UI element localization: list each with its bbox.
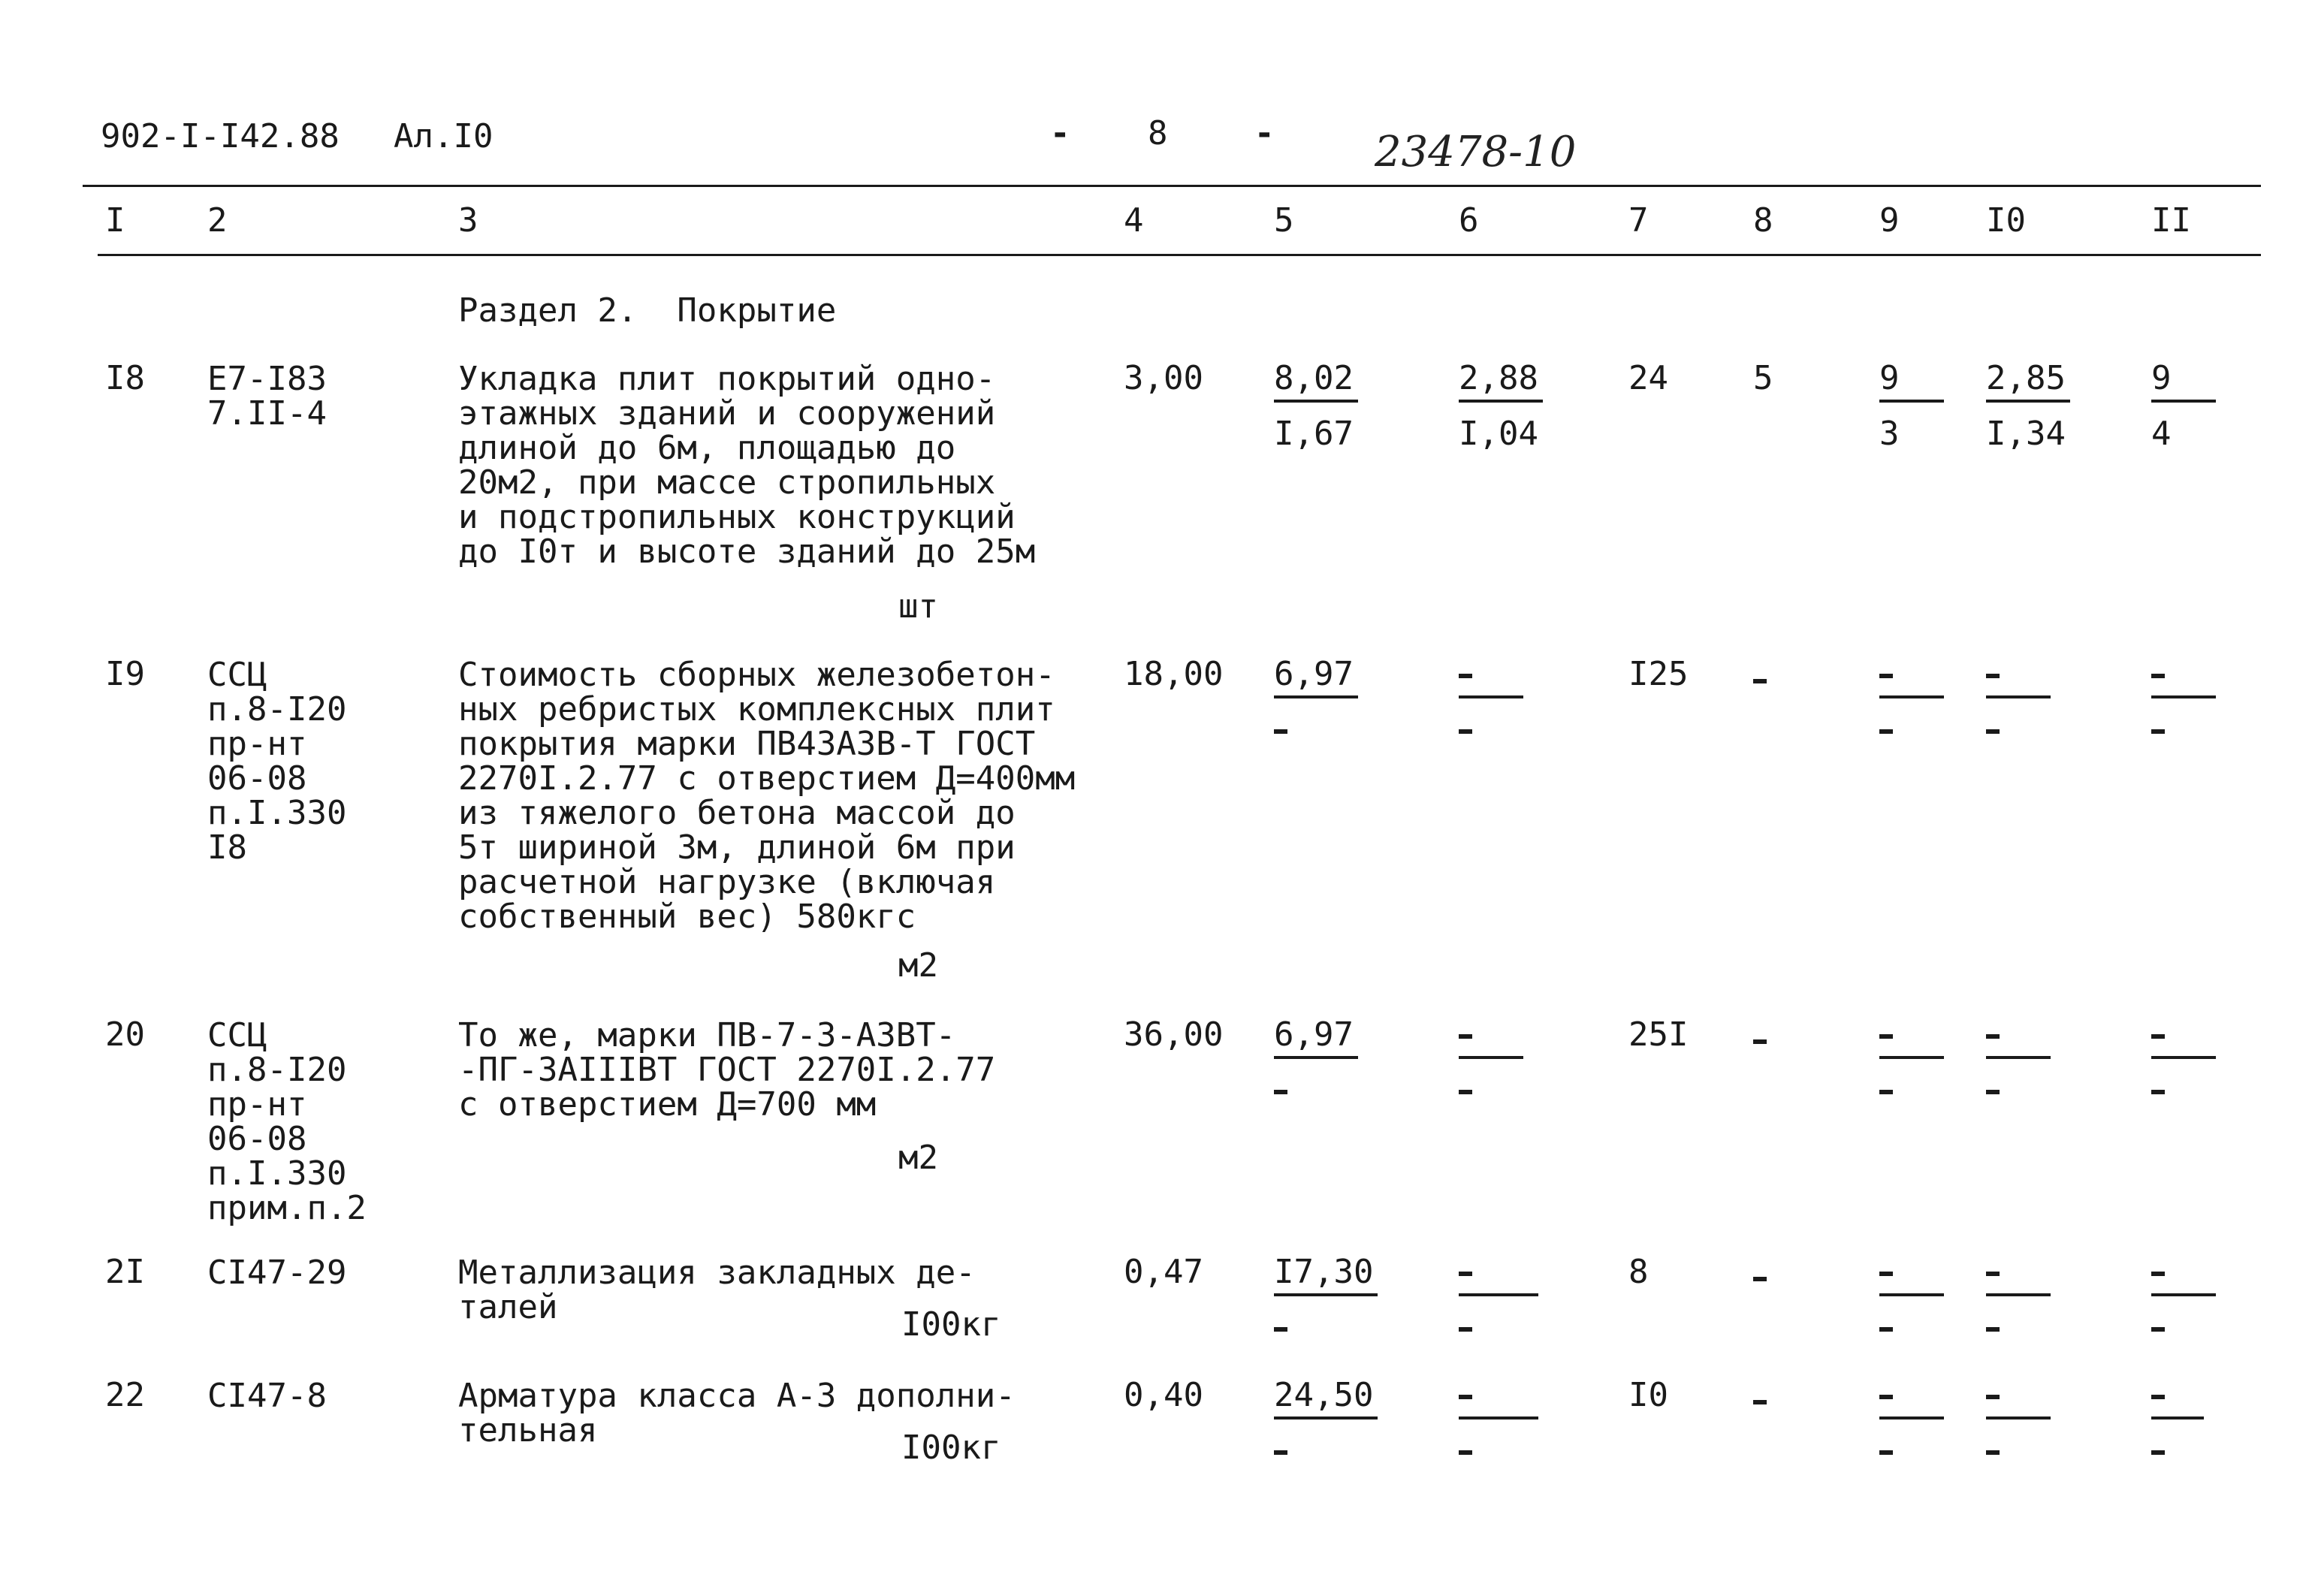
row-col7: 24 xyxy=(1628,359,1668,397)
col10-bottom: I,34 xyxy=(1986,415,2066,453)
row-col10 xyxy=(1986,1256,2051,1344)
page-number-dash-left: - xyxy=(1050,114,1070,152)
row-col6 xyxy=(1459,359,1543,453)
row-col11 xyxy=(2151,1018,2216,1107)
page-number-dash-right: - xyxy=(1254,114,1275,152)
col10-top-dash xyxy=(1986,1018,2051,1059)
page-number: 8 xyxy=(1148,114,1168,152)
col5-top: 6,97 xyxy=(1274,1018,1358,1059)
row-number: 2I xyxy=(105,1253,145,1291)
col10-top: 2,85 xyxy=(1986,362,2070,403)
row-col11 xyxy=(2151,1379,2204,1468)
column-header: 5 xyxy=(1274,201,1294,240)
col5-top: 24,50 xyxy=(1274,1379,1378,1420)
row-description: Арматура класса А-3 дополни- тельная xyxy=(458,1377,1016,1450)
column-header: I xyxy=(105,201,125,240)
col10-top-dash xyxy=(1986,1379,2051,1420)
col5-top: I7,30 xyxy=(1274,1256,1378,1296)
header-bottom-rule xyxy=(98,254,2261,256)
row-col10 xyxy=(1986,1018,2051,1107)
col5-top: 8,02 xyxy=(1274,362,1358,403)
column-header: 6 xyxy=(1459,201,1479,240)
row-quantity: 3,00 xyxy=(1124,359,1203,397)
row-col8: 5 xyxy=(1753,359,1773,397)
col10-top-dash xyxy=(1986,1256,2051,1296)
col5-bottom: I,67 xyxy=(1274,415,1354,453)
col9-bottom-dash xyxy=(1879,1311,1944,1344)
row-code: СI47-8 xyxy=(207,1377,327,1415)
row-number: I9 xyxy=(105,655,145,693)
column-header: 3 xyxy=(458,201,478,240)
col5-bottom-dash xyxy=(1274,1311,1378,1344)
row-col6 xyxy=(1459,1379,1538,1468)
row-col11 xyxy=(2151,359,2216,453)
row-number: I8 xyxy=(105,359,145,397)
col6-bottom-dash xyxy=(1459,1435,1538,1468)
col9-top-dash xyxy=(1879,1379,1944,1420)
column-header: I0 xyxy=(1986,201,2026,240)
col9-bottom-dash xyxy=(1879,1435,1944,1468)
row-col7: I25 xyxy=(1628,655,1689,693)
row-col11 xyxy=(2151,658,2216,747)
row-unit: м2 xyxy=(898,1139,938,1177)
album-number: Ал.I0 xyxy=(394,117,493,155)
col5-bottom-dash xyxy=(1274,1435,1378,1468)
header-top-rule xyxy=(83,185,2261,187)
col10-bottom-dash xyxy=(1986,1074,2051,1107)
row-description: Укладка плит покрытий одно- этажных зданий и сооружений длиной до 6м, площадью до 20м2, при массе стропильных и подстропильных конструкций до I0т и высоте зданий до 25м xyxy=(458,360,1036,571)
col6-bottom: I,04 xyxy=(1459,415,1538,453)
col5-bottom-dash xyxy=(1274,1074,1358,1107)
col11-bottom-dash xyxy=(2151,714,2216,747)
column-header: 2 xyxy=(207,201,228,240)
row-col9 xyxy=(1879,1256,1944,1344)
document-code: 902-I-I42.88 xyxy=(101,117,340,155)
row-col7: I0 xyxy=(1628,1376,1668,1414)
col11-top-dash xyxy=(2151,1379,2204,1420)
col11-top-dash xyxy=(2151,1018,2216,1059)
handwritten-number: 23478-10 xyxy=(1375,128,1577,176)
col10-bottom-dash xyxy=(1986,714,2051,747)
column-header: 8 xyxy=(1753,201,1773,240)
col6-bottom-dash xyxy=(1459,714,1523,747)
row-col8-dash xyxy=(1753,1271,1767,1285)
row-description: То же, марки ПВ-7-3-А3ВТ- -ПГ-3АIIIВТ ГОСТ 2270I.2.77 с отверстием Д=700 мм xyxy=(458,1016,996,1124)
row-col5 xyxy=(1274,359,1358,453)
col9-bottom-dash xyxy=(1879,1074,1944,1107)
row-description: Стоимость сборных железобетон- ных ребристых комплексных плит покрытия марки ПВ43А3В-Т ГОСТ 2270I.2.77 с отверстием Д=400мм из тяжелого бетона массой до 5т шириной 3м, длиной 6м при расчетной нагрузке (включая собственный вес) 580кгс xyxy=(458,656,1076,936)
col10-bottom-dash xyxy=(1986,1435,2051,1468)
col11-bottom-dash xyxy=(2151,1074,2216,1107)
row-col8-dash xyxy=(1753,1394,1767,1408)
col6-top-dash xyxy=(1459,1379,1538,1420)
row-quantity: 36,00 xyxy=(1124,1015,1224,1054)
col11-bottom-dash xyxy=(2151,1311,2216,1344)
row-number: 20 xyxy=(105,1015,145,1054)
col6-top: 2,88 xyxy=(1459,362,1543,403)
col9-bottom: 3 xyxy=(1879,415,1900,453)
row-code: ССЦ п.8-I20 пр-нт 06-08 п.I.330 прим.п.2 xyxy=(207,1016,367,1227)
row-col6 xyxy=(1459,1018,1523,1107)
col5-top: 6,97 xyxy=(1274,658,1358,698)
col10-bottom-dash xyxy=(1986,1311,2051,1344)
col9-top-dash xyxy=(1879,1256,1944,1296)
row-code: Е7-I83 7.II-4 xyxy=(207,360,327,433)
row-code: ССЦ п.8-I20 пр-нт 06-08 п.I.330 I8 xyxy=(207,656,347,867)
row-col10 xyxy=(1986,658,2051,747)
row-quantity: 0,47 xyxy=(1124,1253,1203,1291)
col5-bottom-dash xyxy=(1274,714,1358,747)
row-unit: I00кг xyxy=(901,1429,1001,1467)
col6-top-dash xyxy=(1459,658,1523,698)
row-col11 xyxy=(2151,1256,2216,1344)
row-unit: шт xyxy=(898,587,938,626)
column-header: II xyxy=(2151,201,2191,240)
col6-top-dash xyxy=(1459,1256,1538,1296)
row-col5 xyxy=(1274,655,1358,747)
row-col9 xyxy=(1879,1379,1944,1468)
col9-top: 9 xyxy=(1879,362,1944,403)
row-col9 xyxy=(1879,658,1944,747)
section-title: Раздел 2. Покрытие xyxy=(458,291,837,330)
row-description: Металлизация закладных де- талей xyxy=(458,1254,976,1326)
column-header: 7 xyxy=(1628,201,1649,240)
col9-top-dash xyxy=(1879,658,1944,698)
col11-top: 9 xyxy=(2151,362,2216,403)
row-col8-dash xyxy=(1753,673,1767,687)
row-col10 xyxy=(1986,1379,2051,1468)
row-col5 xyxy=(1274,1015,1358,1107)
row-unit: I00кг xyxy=(901,1305,1001,1344)
col11-bottom-dash xyxy=(2151,1435,2204,1468)
row-code: СI47-29 xyxy=(207,1254,347,1292)
row-col7: 25I xyxy=(1628,1015,1689,1054)
col11-bottom: 4 xyxy=(2151,415,2172,453)
column-header: 4 xyxy=(1124,201,1144,240)
row-quantity: 18,00 xyxy=(1124,655,1224,693)
row-col9 xyxy=(1879,359,1944,453)
row-col6 xyxy=(1459,658,1523,747)
row-col8-dash xyxy=(1753,1033,1767,1048)
col6-bottom-dash xyxy=(1459,1074,1523,1107)
col10-top-dash xyxy=(1986,658,2051,698)
row-number: 22 xyxy=(105,1376,145,1414)
col6-bottom-dash xyxy=(1459,1311,1538,1344)
col9-bottom-dash xyxy=(1879,714,1944,747)
row-quantity: 0,40 xyxy=(1124,1376,1203,1414)
row-unit: м2 xyxy=(898,946,938,985)
row-col6 xyxy=(1459,1256,1538,1344)
row-col5 xyxy=(1274,1253,1378,1344)
col6-top-dash xyxy=(1459,1018,1523,1059)
row-col7: 8 xyxy=(1628,1253,1649,1291)
col11-top-dash xyxy=(2151,658,2216,698)
column-header: 9 xyxy=(1879,201,1900,240)
row-col5 xyxy=(1274,1376,1378,1468)
row-col10 xyxy=(1986,359,2070,453)
row-col9 xyxy=(1879,1018,1944,1107)
col9-top-dash xyxy=(1879,1018,1944,1059)
col11-top-dash xyxy=(2151,1256,2216,1296)
